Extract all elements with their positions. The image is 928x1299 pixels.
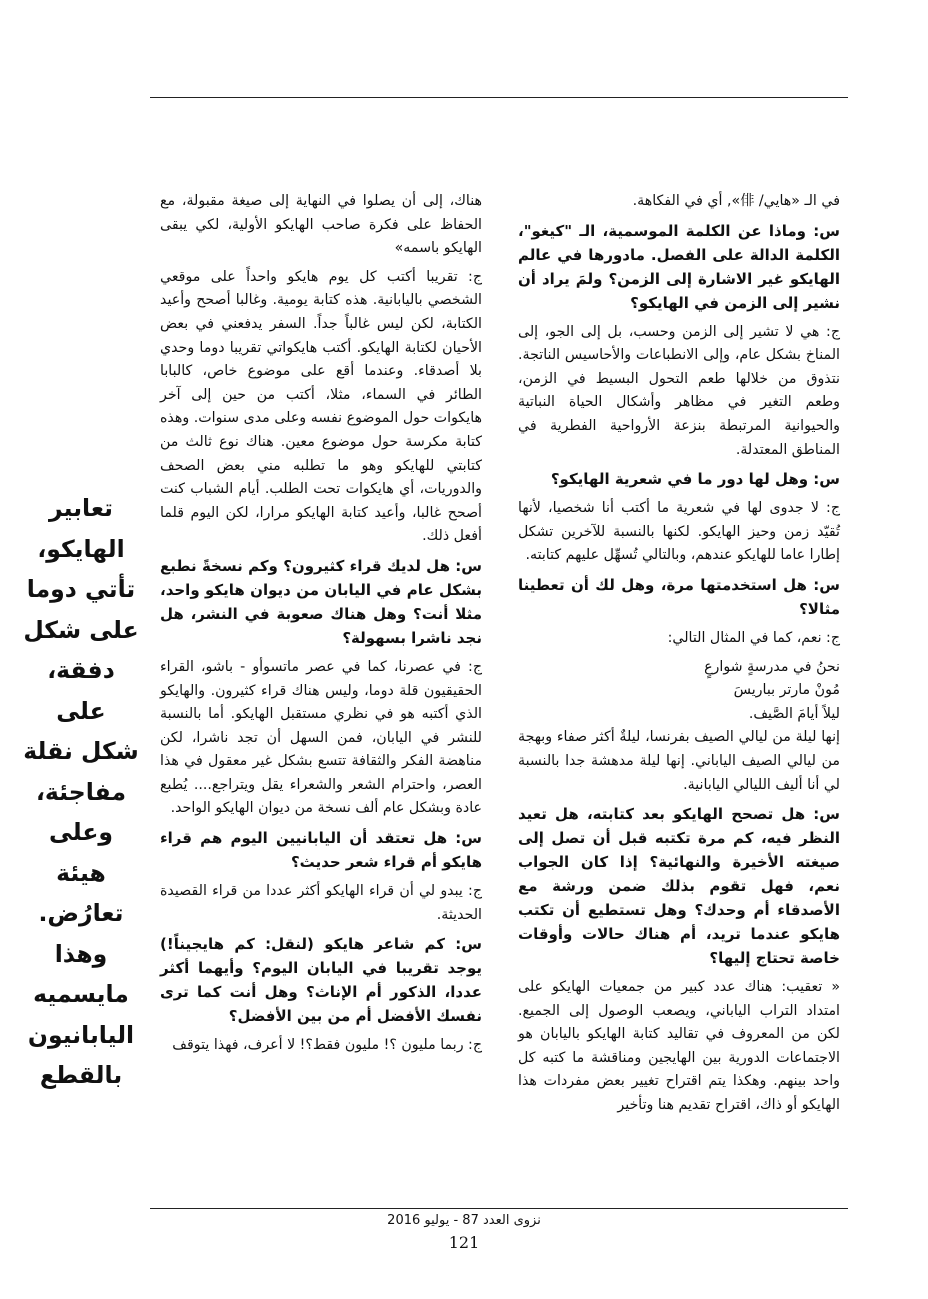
paragraph: ج: يبدو لي أن قراء الهايكو أكثر عددا من قراء القصيدة الحديثة. [160,883,482,923]
paragraph: ج: لا جدوى لها في شعرية ما أكتب أنا شخصيا، لأنها تُقيّد زمن وحيز الهايكو. لكنها بالنسبة للآخرين تشكل إطارا عاما للهايكو عندهم، وبالتالي تُسهِّل عليهم كتابته. [518,500,840,564]
pull-quote-line: تعابير [49,494,113,522]
paragraph: ج: في عصرنا، كما في عصر ماتسوأو - باشو، القراء الحقيقيون قلة دوما، وليس هناك قراء كثيرون. والهايكو الذي أكتبه هو في نظري مستقبل الهايكو. أما بالنسبة للنشر في اليابان، فمن السهل أن تجد ناشرا، لكن مناهضة الفكر والثقافة تتسع بشكل غير معقول في هذا العصر، واحترام الشعر والشعراء يقل ويتراجع.... يُطبع عادة وبشكل عام ألف نسخة من ديوان الهايكو الواحد. [160,658,482,817]
header-rule [150,97,848,98]
pull-quote-line: الهايكو، [37,534,125,563]
haiku-line: نحنُ في مدرسةٍ شوارعٍ [704,658,840,675]
interview-question: س: هل لديك قراء كثيرون؟ وكم نسخةً نطبع بشكل عام في اليابان من ديوان هايكو واحد، مثلا أنت؟ وهل هناك صعوبة في النشر، هل نجد ناشرا بسهولة؟ [160,556,482,647]
haiku-line: مُونْ مارتر بباريسَ [733,682,840,699]
pull-quote-line: وعلى هيئة [48,818,114,887]
paragraph: ج: تقريبا أكتب كل يوم هايكو واحداً على موقعي الشخصي باليابانية. هذه كتابة يومية. وغالبا أصحح وأعيد الكتابة، لكن ليس غالباً جداً. السفر يدفعني في بعض الأحيان لكتابة الهايكو. أكتب هايكواتي تقريبا دوما وحدي بلا أصدقاء. وعندما أقع على موضوع خاص، كالبابا الطائر في السماء، مثلا، أكتب من حين إلى آخر هايكوات حول الموضوع نفسه وعلى مدى سنوات. وهذه كتابة مكرسة حول موضوع معين. هناك نوع ثالث من كتابتي للهايكو وهو ما تطلبه مني بعض الصحف والدوريات، أي هايكوات تحت الطلب. أيام الشباب كنت أصحح غالبا، وأعيد كتابة الهايكو مرارا، لكن اليوم قلما أفعل ذلك. [160,268,482,545]
interview-question: س: هل تعتقد أن اليابانيين اليوم هم قراء هايكو أم قراء شعر حديث؟ [160,829,482,872]
paragraph: إنها ليلة من ليالي الصيف بفرنسا، ليلةٌ أكثر صفاء وبهجة من ليالي الصيف الياباني. إنها ليلة مدهشة جدا بالنسبة لي أنا أليف الليالي اليابانية. [518,729,840,793]
paragraph: في الـ «هايي/ 俳», أي في الفكاهة. [632,193,840,209]
haiku-line: ليلاً أيامَ الصَّيف. [748,705,840,722]
pull-quote-line: دفقة، على [47,656,115,725]
paragraph: « تعقيب: هناك عدد كبير من جمعيات الهايكو على امتداد التراب الياباني، ويصعب الوصول إلى الجميع. لكن من المعروف في تقاليد كتابة الهايكو باليابان هو الاجتماعات الدورية بين الهايجين ومناقشة ما كتبه كل واحد بينهم. وهكذا يتم اقتراح تغيير بعض مفردات هذا الهايكو أو ذاك، اقتراح تقديم هنا وتأخير [518,979,840,1114]
pull-quote-line: مفاجئة، [36,777,126,806]
left-column [160,190,482,1063]
pull-quote-line: اليابانيون [27,1020,135,1049]
pull-quote-line: تعارُض. [38,899,124,927]
page-number: 121 [448,1233,480,1252]
interview-question: س: وماذا عن الكلمة الموسمية، الـ "كيغو"، الكلمة الدالة على الفصل. مادورها في عالم الهايكو غير الاشارة إلى الزمن؟ ولمَ يراد أن نشير إلى الزمن في الهايكو؟ [518,221,840,312]
interview-question: س: هل تصحح الهايكو بعد كتابته، هل تعيد النظر فيه، كم مرة تكتبه قبل أن تصل إلى صيغته الأخيرة والنهائية؟ إذا كان الجواب نعم، فهل تقوم بذلك ضمن ورشة مع الأصدقاء أم وحدك؟ وهل تستطيع أن تكتب هايكو عندما تريد، أم هناك حالات وأوقات خاصة تحتاج إليها؟ [518,805,840,968]
pull-quote-line: بالقطع [39,1061,123,1089]
interview-question: س: هل استخدمتها مرة، وهل لك أن تعطينا مثالا؟ [518,575,840,618]
interview-question: س: كم شاعر هايكو (لنقل: كم هايجيناً!) يوجد تقريبا في اليابان اليوم؟ وأيهما أكثر عددا، الذكور أم الإناث؟ وهل أنت كما ترى نفسك الأفضل أم من بين الأفضل؟ [160,935,482,1026]
interview-question: س: وهل لها دور ما في شعرية الهايكو؟ [550,470,840,489]
issue-info: نزوى العدد 87 - يوليو 2016 [387,1213,541,1228]
paragraph: ج: نعم، كما في المثال التالي: [667,629,840,646]
pull-quote [22,488,140,1096]
pull-quote-line: على شكل [23,615,139,644]
paragraph: هناك، إلى أن يصلوا في النهاية إلى صيغة مقبولة، مع الحفاظ على فكرة صاحب الهايكو الأولية، لكي يبقى الهايكو باسمه» [160,193,482,257]
right-column [518,190,840,1123]
footer-rule [150,1208,848,1209]
pull-quote-line: وهذا [54,939,108,968]
paragraph: ج: ربما مليون ؟! مليون فقط؟! لا أعرف، فهذا يتوقف [172,1037,482,1054]
pull-quote-line: مايسميه [33,980,129,1008]
paragraph: ج: هي لا تشير إلى الزمن وحسب، بل إلى الجو، إلى المناخ بشكل عام، وإلى الانطباعات والأحاسيس الناتجة. نتذوق من خلالها طعم التحول البسيط في الزمن، وطعم التغير في مظاهر وأشكال الحياة النباتية والحيوانية المرتبطة بنزعة الأرواحية الفطرية في المناطق المعتدلة. [518,323,840,458]
pull-quote-line: شكل نقلة [23,737,139,765]
pull-quote-line: تأتي دوما [26,575,136,603]
